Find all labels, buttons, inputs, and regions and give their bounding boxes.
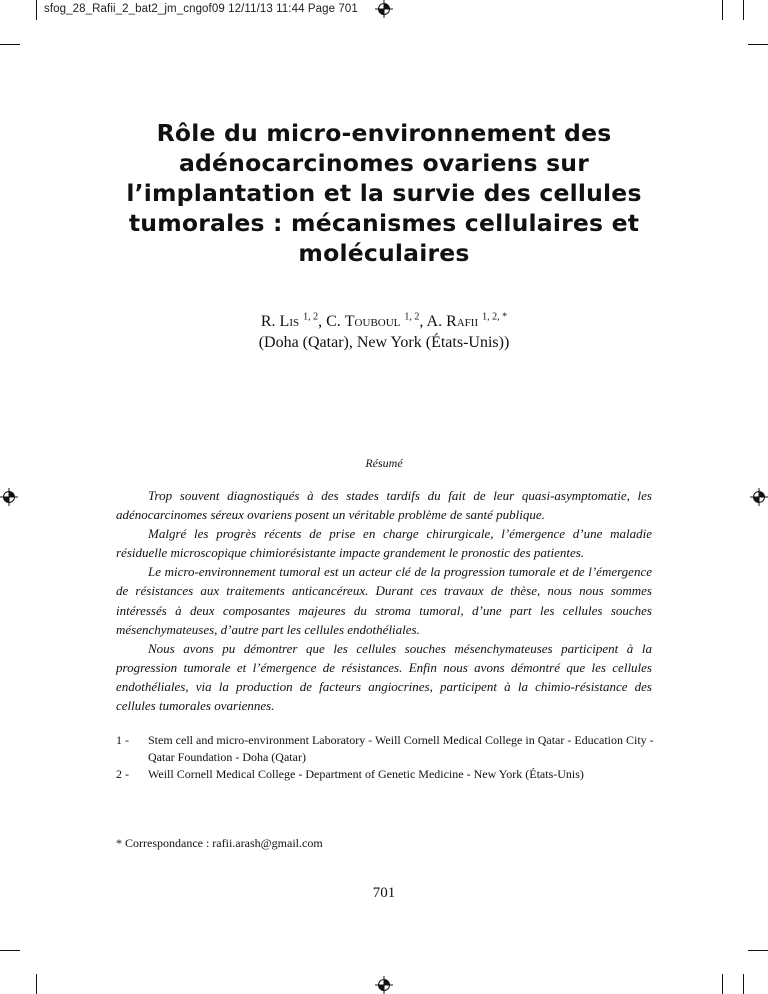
author-line [0, 311, 768, 332]
crop-mark [743, 974, 744, 994]
page-number: 701 [372, 885, 396, 901]
abstract [116, 486, 652, 715]
author-name: Rafii [446, 313, 479, 330]
affiliation-text: Weill Cornell Medical College - Department of Genetic Medicine - New York (États-Unis) [148, 767, 584, 782]
author-initial: , C. [318, 313, 345, 330]
affiliation-number: 1 - [116, 733, 129, 747]
registration-mark-icon [0, 488, 18, 506]
crop-mark [0, 950, 20, 951]
registration-mark-icon [375, 976, 393, 994]
abstract-paragraph: Trop souvent diagnostiqués à des stades tardifs du fait de leur quasi-asymptomatie, les adénocarcinomes séreux ovariens posent un véritable problème de santé publique. [116, 488, 652, 523]
affiliation-item [116, 732, 656, 766]
author-affiliation-sup: 1, 2 [303, 311, 319, 323]
crop-mark [0, 44, 20, 45]
crop-mark [36, 974, 37, 994]
abstract-paragraph: Nous avons pu démontrer que les cellules souches mésenchymateuses participent à la progression tumorale et l’émergence de résistances. Enfin nous avons démontré que les cellules endothéliales, via la production de facteurs angiocrines, participent à la chimio-résistance des cellules tumorales ovariennes. [116, 640, 652, 714]
author-affiliation-sup: 1, 2, * [482, 311, 508, 323]
crop-mark [36, 0, 37, 20]
abstract-heading: Résumé [365, 456, 403, 470]
registration-mark-icon [750, 488, 768, 506]
slug-line: sfog_28_Rafii_2_bat2_jm_cngof09 12/11/13 11:44 Page 701 [44, 3, 358, 15]
author-initial: R. [260, 313, 280, 330]
crop-mark [748, 44, 768, 45]
author-location: (Doha (Qatar), New York (États-Unis)) [258, 334, 510, 351]
affiliations [116, 732, 656, 784]
affiliation-number: 2 - [116, 767, 129, 782]
abstract-paragraph: Le micro-environnement tumoral est un acteur clé de la progression tumorale et de l’émergence de résistances aux traitements anticancéreux. Durant ces travaux de thèse, nous nous sommes intéressés à deux composantes majeures du stroma tumoral, d’une part les cellules souches mésenchymateuses, d’autre part les cellules endothéliales. [116, 564, 652, 637]
author-initial: , A. [419, 313, 447, 330]
correspondence: * Correspondance : rafii.arash@gmail.com [116, 836, 323, 850]
crop-mark [748, 950, 768, 951]
registration-mark-icon [375, 0, 393, 18]
affiliation-text: Stem cell and micro-environment Laboratory - Weill Cornell Medical College in Qatar - Education City - Qatar Foundation - Doha (Qatar) [148, 733, 654, 765]
author-name: Lis [279, 313, 300, 330]
crop-mark [743, 0, 744, 20]
author-affiliation-sup: 1, 2 [404, 311, 420, 323]
crop-mark [722, 974, 723, 994]
crop-mark [722, 0, 723, 20]
abstract-paragraph: Malgré les progrès récents de prise en charge chirurgicale, l’émergence d’une maladie résiduelle microscopique chimiorésistante impacte grandement le pronostic des patientes. [116, 526, 652, 561]
author-block [0, 311, 768, 353]
author-name: Touboul [344, 313, 401, 330]
affiliation-item [116, 766, 656, 783]
article-title: Rôle du micro-environnement des adénocarcinomes ovariens sur l’implantation et la survie des cellules tumorales : mécanismes cellulaires et moléculaires [126, 119, 642, 267]
